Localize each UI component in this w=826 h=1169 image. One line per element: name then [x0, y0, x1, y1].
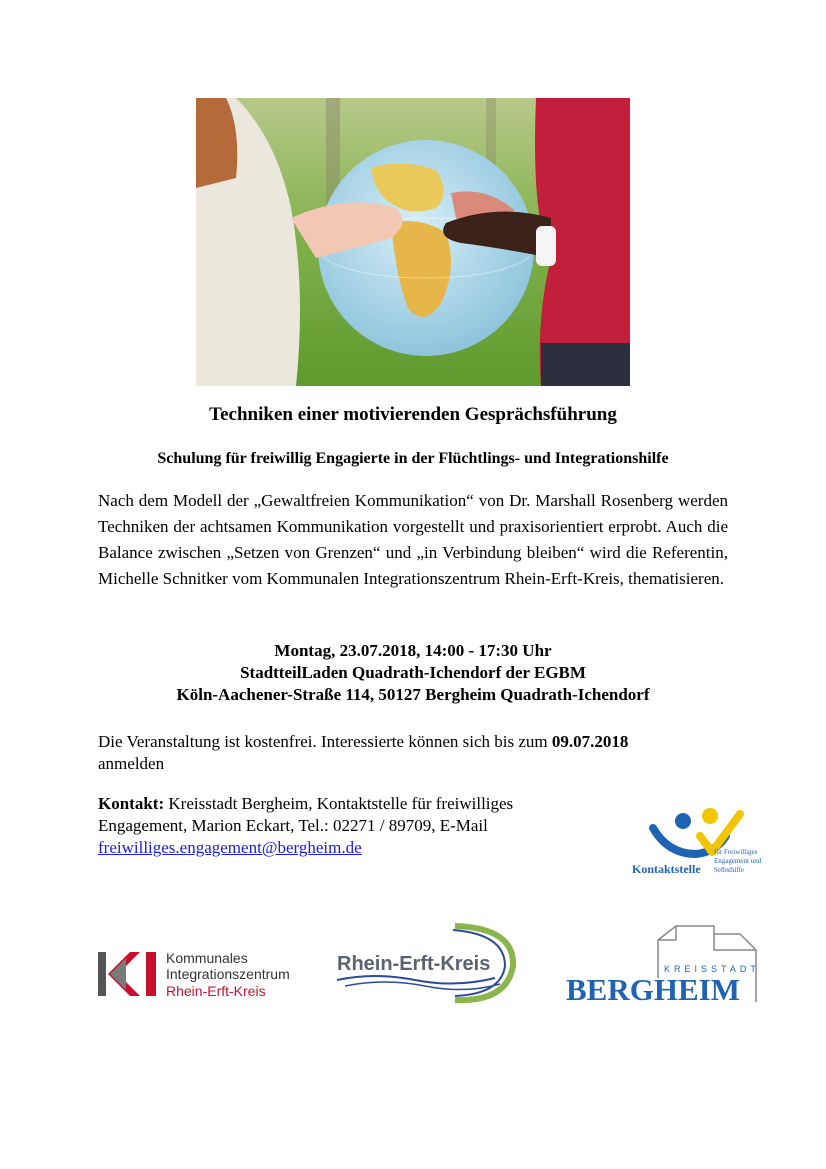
bergheim-logo	[564, 922, 764, 1004]
ki-logo-line3: Rhein-Erft-Kreis	[166, 983, 266, 999]
kontaktstelle-logo-name: Kontaktstelle	[632, 862, 701, 876]
event-date-time: Montag, 23.07.2018, 14:00 - 17:30 Uhr	[274, 641, 552, 660]
contact-label: Kontakt:	[98, 794, 165, 813]
event-details	[0, 640, 826, 706]
registration-text: Die Veranstaltung ist kostenfrei. Interessierte können sich bis zum	[98, 732, 552, 751]
ki-logo	[96, 946, 318, 1002]
kontaktstelle-logo-sub3: Selbsthilfe	[714, 866, 744, 874]
description-paragraph: Nach dem Modell der „Gewaltfreien Kommunikation“ von Dr. Marshall Rosenberg werden Techniken der achtsamen Kommunikation vorgestellt und praxisorientiert erprobt. Auch die Balance zwischen „Setzen von Grenzen“ und „in Verbindung bleiben“ wird die Referentin, Michelle Schnitker vom Kommunalen Integrationszentrum Rhein-Erft-Kreis, thematisieren.	[98, 491, 728, 588]
event-venue: StadtteilLaden Quadrath-Ichendorf der EGBM	[240, 663, 586, 682]
contact-email-link[interactable]: freiwilliges.engagement@bergheim.de	[98, 838, 362, 857]
kontaktstelle-logo	[628, 806, 778, 881]
ki-logo-line2: Integrationszentrum	[166, 966, 290, 982]
kontaktstelle-logo-sub1: für Freiwilliges	[714, 848, 758, 856]
contact-text: Kreisstadt Bergheim, Kontaktstelle für freiwilliges Engagement, Marion Eckart, Tel.: 02271 / 89709, E-Mail	[98, 794, 514, 835]
page-title: Techniken einer motivierenden Gesprächsführung	[209, 404, 617, 425]
bergheim-logo-top: KREISSTADT	[664, 964, 760, 974]
rhein-erft-kreis-logo	[335, 920, 520, 1004]
event-address: Köln-Aachener-Straße 114, 50127 Bergheim Quadrath-Ichendorf	[176, 685, 650, 704]
rhein-erft-kreis-logo-name: Rhein-Erft-Kreis	[337, 953, 491, 975]
contact-info	[98, 793, 598, 859]
registration-text-after: anmelden	[98, 754, 165, 773]
registration-info	[98, 731, 728, 775]
ki-logo-line1: Kommunales	[166, 950, 248, 966]
registration-deadline: 09.07.2018	[551, 732, 629, 751]
page-subtitle: Schulung für freiwillig Engagierte in der Flüchtlings- und Integrationshilfe	[157, 450, 669, 467]
header-photo	[196, 98, 630, 386]
kontaktstelle-logo-sub2: Engagement und	[714, 857, 762, 865]
bergheim-logo-name: BERGHEIM	[566, 972, 740, 1004]
